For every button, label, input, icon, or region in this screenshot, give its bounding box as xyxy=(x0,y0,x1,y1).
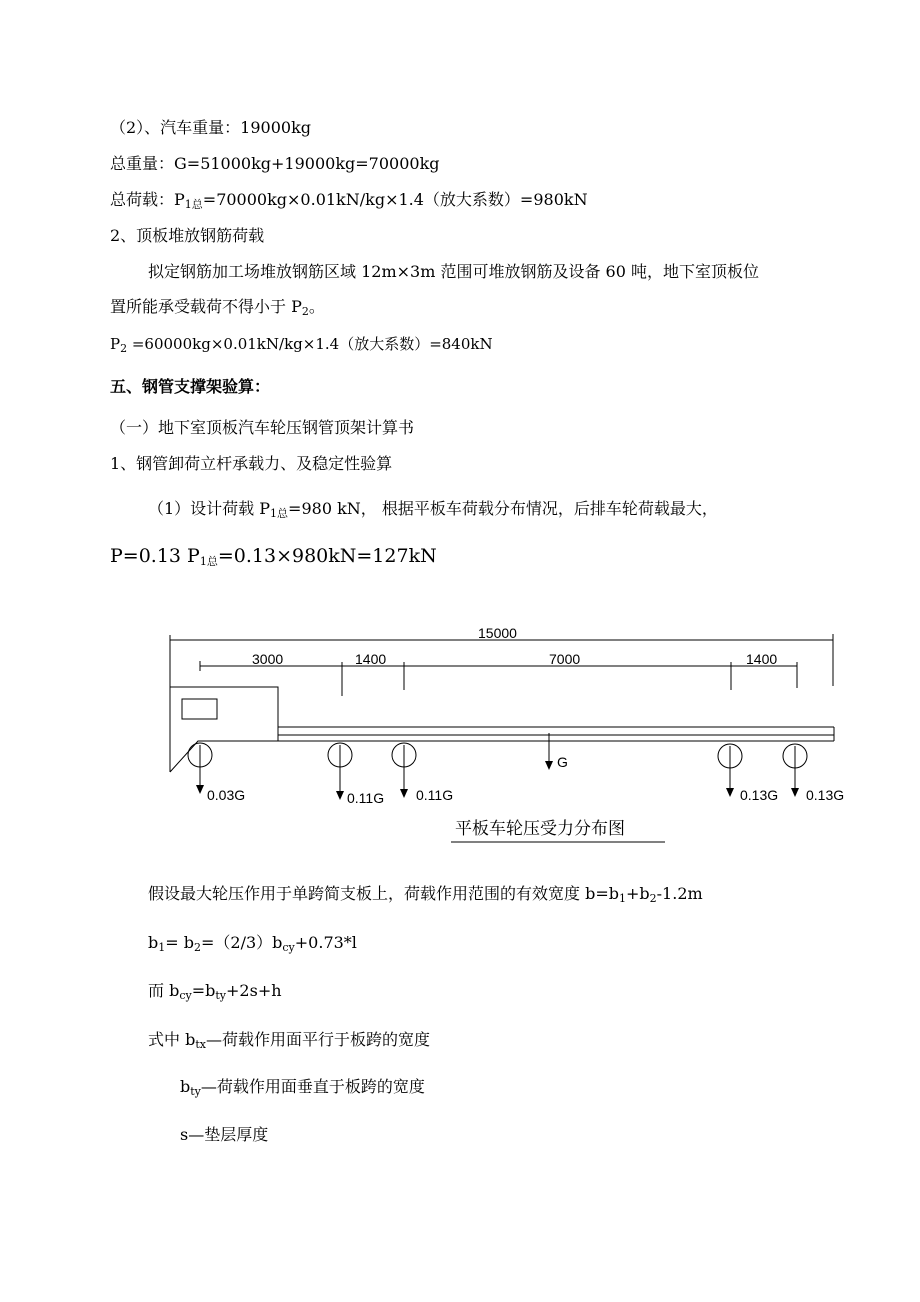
dim-label-1: 3000 xyxy=(252,651,284,667)
bty-definition-line: $b_{ty}—$荷载作用面垂直于板跨的宽度 xyxy=(180,1077,425,1098)
b1-formula-line: $b_1= b_2=(2/3)b_{cy}+0.73*l$ xyxy=(148,933,357,954)
s-definition-line: s—垫层厚度 xyxy=(180,1125,269,1144)
design-load-line: （1）设计荷载 $P_{1总}=980$ kN， 根据平板车荷载分布情况，后排车轮荷载最大， xyxy=(148,499,718,520)
load-label-1: 0.03G xyxy=(207,787,246,803)
truck-cab xyxy=(170,687,834,772)
dim-label-2: 1400 xyxy=(355,651,387,667)
section-heading-5: 五、钢管支撑架验算： xyxy=(110,377,271,396)
subsection-heading-1: （一）地下室顶板汽车轮压钢管顶架计算书 xyxy=(110,418,415,437)
bcy-formula-line: 而 $b_{cy}=b_{ty}+2s+h$ xyxy=(148,981,282,1002)
p2-formula-line: $P_2 =60000kg\times 0.01kN/kg\times 1.4$（放大系数）=840kN xyxy=(110,335,493,355)
paragraph-rebar-line1: 拟定钢筋加工场堆放钢筋区域 12m×3m 范围可堆放钢筋及设备 60 吨，地下室顶板位 xyxy=(148,262,759,281)
subsection-heading-1-1: 1、钢管卸荷立杆承载力、及稳定性验算 xyxy=(110,454,393,473)
diagram-caption: 平板车轮压受力分布图 xyxy=(455,819,625,839)
total-weight-line: 总重量：G=51000kg+19000kg=70000kg xyxy=(110,154,440,173)
load-label-5: 0.13G xyxy=(806,787,845,803)
section-heading-rebar-load: 2、顶板堆放钢筋荷载 xyxy=(110,226,265,245)
effective-width-line: 假设最大轮压作用于单跨简支板上，荷载作用范围的有效宽度 $b=b_1+b_2-1.2m$ xyxy=(148,884,703,905)
paragraph-rebar-line2: 置所能承受载荷不得小于 $P_2$。 xyxy=(110,297,325,318)
load-label-2: 0.11G xyxy=(347,790,385,806)
cab-window xyxy=(182,699,217,719)
truck-weight-line: （2）、汽车重量：19000kg xyxy=(110,118,312,137)
btx-definition-line: 式中 $b_{tx}—$荷载作用面平行于板跨的宽度 xyxy=(148,1030,430,1051)
dim-total-label: 15000 xyxy=(478,625,517,641)
dim-label-4: 1400 xyxy=(746,651,778,667)
load-label-3: 0.11G xyxy=(416,787,454,803)
g-label: G xyxy=(557,754,568,770)
total-load-line: 总荷载：$P_{1总}=70000kg\times 0.01kN/kg\times 1.4$（放大系数）=980kN xyxy=(110,190,588,211)
p-formula-line: P=0.13 $P_{1总}=0.13\times 980kN=127kN$ xyxy=(110,545,437,568)
load-label-4: 0.13G xyxy=(740,787,779,803)
dim-label-3: 7000 xyxy=(549,651,581,667)
